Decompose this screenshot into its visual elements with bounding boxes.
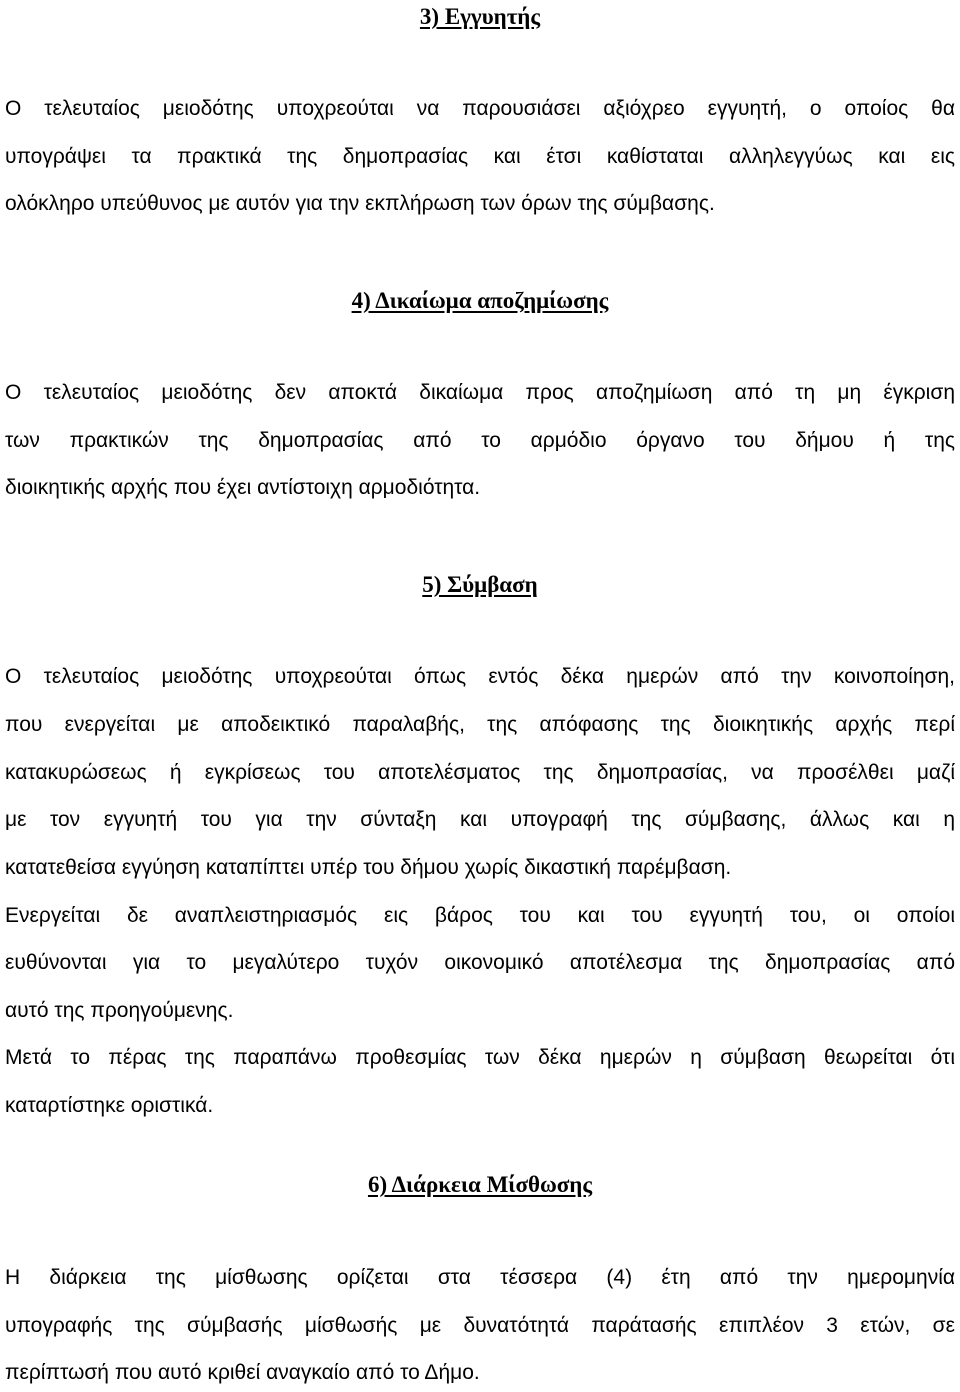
- paragraph-line: των πρακτικών της δημοπρασίας από το αρμόδιο όργανο του δήμου ή της: [5, 429, 955, 452]
- paragraph-line: υπογραφής της σύμβασής μίσθωσής με δυνατότητά παράτασής επιπλέον 3 ετών, σε: [5, 1314, 955, 1337]
- section-heading-guarantor: 3) Εγγυητής: [419, 4, 541, 29]
- paragraph-line: Ο τελευταίος μειοδότης υποχρεούται να παρουσιάσει αξιόχρεο εγγυητή, ο οποίος θα: [5, 97, 955, 120]
- paragraph-line: περίπτωσή που αυτό κριθεί αναγκαίο από το Δήμο.: [5, 1361, 480, 1384]
- paragraph-line: Μετά το πέρας της παραπάνω προθεσμίας των δέκα ημερών η σύμβαση θεωρείται ότι: [5, 1046, 955, 1069]
- paragraph-line: Ενεργείται δε αναπλειστηριασμός εις βάρος του και του εγγυητή του, οι οποίοι: [5, 904, 955, 927]
- paragraph-line: υπογράψει τα πρακτικά της δημοπρασίας και έτσι καθίσταται αλληλεγγύως και εις: [5, 145, 955, 168]
- paragraph-line: Ο τελευταίος μειοδότης υποχρεούται όπως εντός δέκα ημερών από την κοινοποίηση,: [5, 665, 955, 688]
- paragraph-line: που ενεργείται με αποδεικτικό παραλαβής, της απόφασης της διοικητικής αρχής περί: [5, 713, 955, 736]
- section-heading-lease-duration: 6) Διάρκεια Μίσθωσης: [367, 1172, 593, 1197]
- paragraph-line: Ο τελευταίος μειοδότης δεν αποκτά δικαίωμα προς αποζημίωση από τη μη έγκριση: [5, 381, 955, 404]
- paragraph-line: ολόκληρο υπεύθυνος με αυτόν για την εκπλήρωση των όρων της σύμβασης.: [5, 192, 715, 215]
- paragraph-line: κατακυρώσεως ή εγκρίσεως του αποτελέσματος της δημοπρασίας, να προσέλθει μαζί: [5, 761, 955, 784]
- section-heading-contract: 5) Σύμβαση: [422, 572, 538, 597]
- paragraph-line: κατατεθείσα εγγύηση καταπίπτει υπέρ του δήμου χωρίς δικαστική παρέμβαση.: [5, 856, 732, 879]
- paragraph-line: Η διάρκεια της μίσθωσης ορίζεται στα τέσσερα (4) έτη από την ημερομηνία: [5, 1266, 955, 1289]
- paragraph-line: αυτό της προηγούμενης.: [5, 999, 234, 1022]
- paragraph-line: διοικητικής αρχής που έχει αντίστοιχη αρμοδιότητα.: [5, 476, 481, 499]
- section-heading-compensation: 4) Δικαίωμα αποζημίωσης: [351, 288, 609, 313]
- paragraph-line: καταρτίστηκε οριστικά.: [5, 1094, 214, 1117]
- paragraph-line: ευθύνονται για το μεγαλύτερο τυχόν οικονομικό αποτέλεσμα της δημοπρασίας από: [5, 951, 955, 974]
- paragraph-line: με τον εγγυητή του για την σύνταξη και υπογραφή της σύμβασης, άλλως και η: [5, 808, 955, 831]
